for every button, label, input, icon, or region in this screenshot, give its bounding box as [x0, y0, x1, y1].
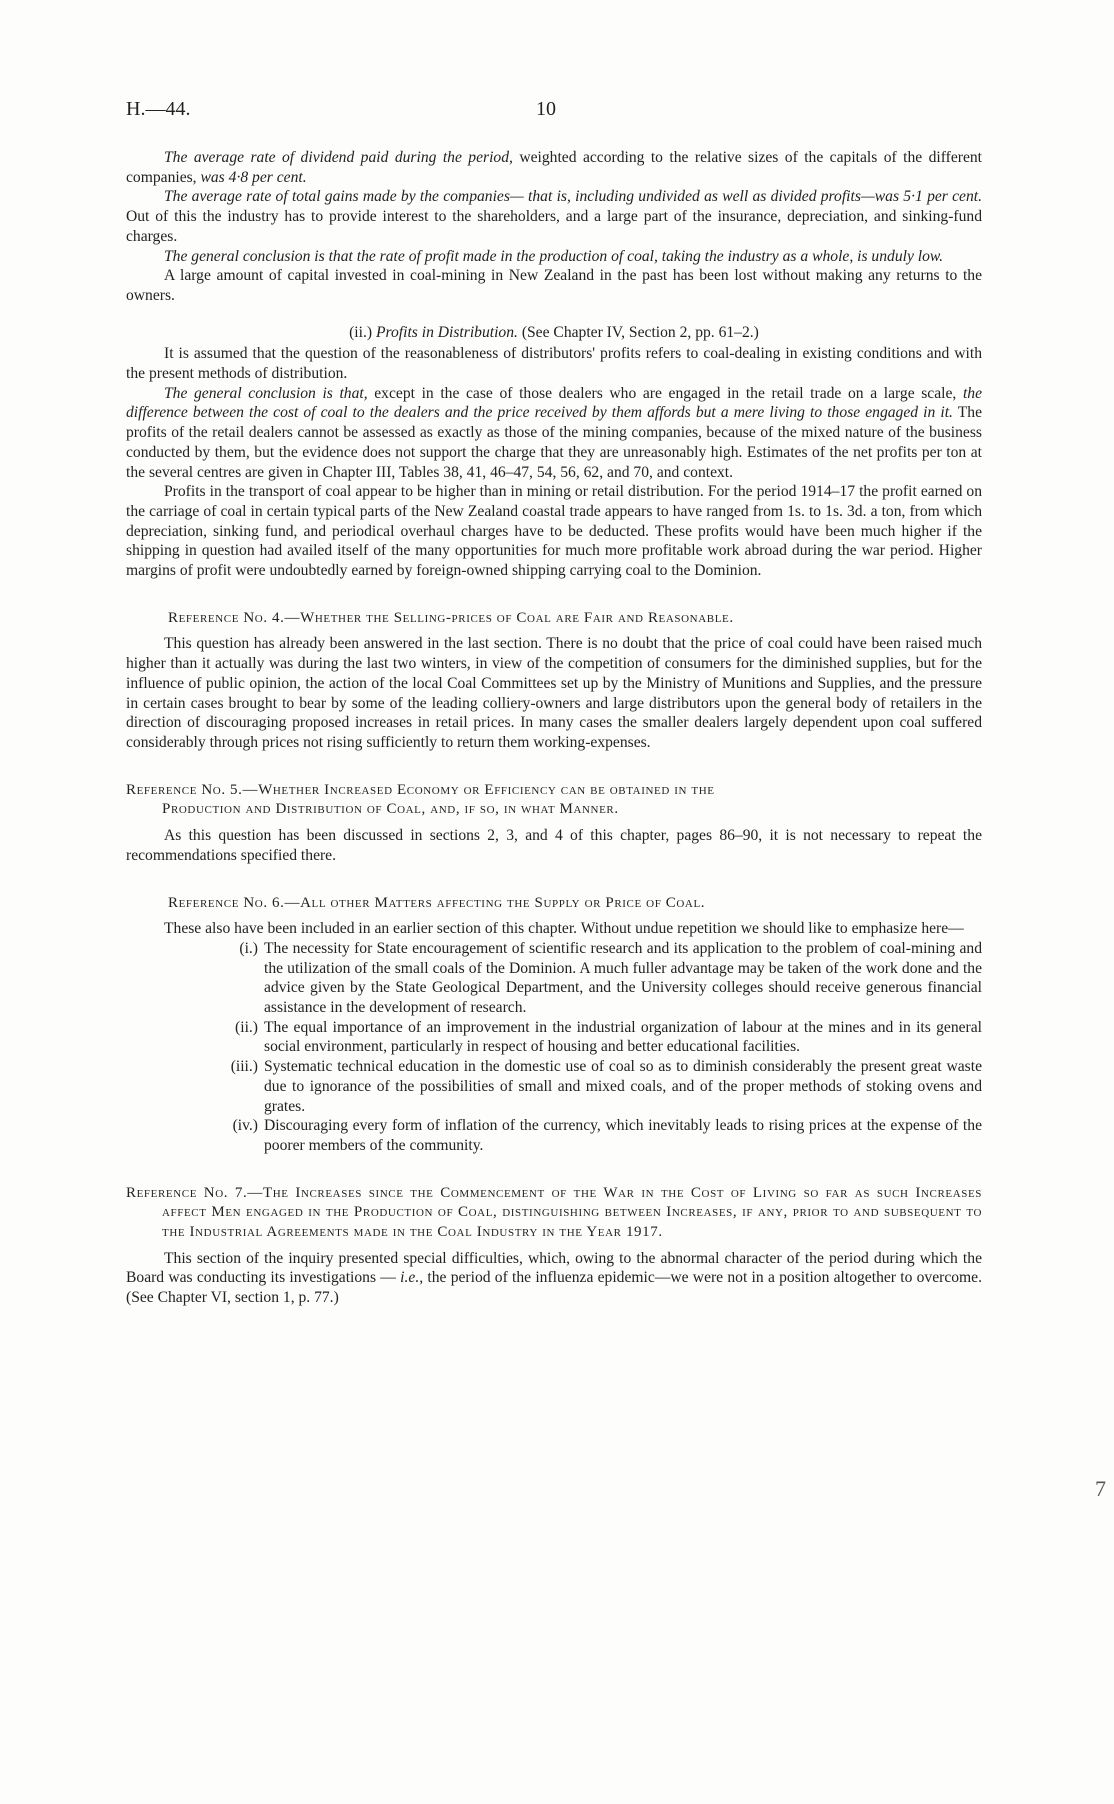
margin-mark: 7	[1095, 1476, 1106, 1501]
list-item	[126, 1018, 982, 1057]
emphasis: i.e.,	[400, 1269, 424, 1287]
item-text: Systematic technical education in the domestic use of coal so as to diminish considerably the present great waste due to ignorance of the possibilities of small and mixed coals, and of the proper methods of stoking ovens and grates.	[264, 1058, 982, 1115]
paragraph	[126, 1249, 982, 1308]
page-header	[126, 98, 986, 128]
list-item	[126, 1057, 982, 1116]
emphasis: The average rate of total gains made by the companies— that is, including undivided as well as divided profits—was 5·1 per cent.	[164, 188, 982, 206]
page-number: 10	[536, 98, 556, 120]
reference-heading: Reference No. 4.—Whether the Selling-prices of Coal are Fair and Reasonable.	[168, 609, 734, 626]
subheading-title: Profits in Distribution.	[375, 323, 518, 341]
page-body	[126, 148, 982, 1308]
text-run: The profits of the retail dealers cannot be assessed as exactly as those of the mining companies, because of the mixed nature of the business conducted by them, but the evidence does not support the charge that they are unreasonably high. Estimates of the net profits per ton at the several centres are given in Chapter III, Tables 38, 41, 46–47, 54, 56, 62, and 70, and context.	[126, 404, 982, 481]
paragraph	[126, 384, 982, 483]
subheading-number: (ii.)	[349, 323, 376, 341]
paragraph: These also have been included in an earlier section of this chapter. Without undue repetition we should like to emphasize here—	[164, 920, 964, 938]
item-number: (ii.)	[235, 1018, 258, 1036]
paragraph: Profits in the transport of coal appear to be higher than in mining or retail distribution. For the period 1914–17 the profit earned on the carriage of coal in certain typical parts of the New Zealand coastal trade appears to have ranged from 1s. to 1s. 3d. a ton, from which depreciation, sinking fund, and periodical overhaul charges have to be deducted. These profits would have been much higher if the shipping in question had availed itself of the many opportunities for much more profitable work abroad during the war period. Higher margins of profit were undoubtedly earned by foreign-owned shipping carrying coal to the Dominion.	[126, 483, 982, 580]
subheading-reference: (See Chapter IV, Section 2, pp. 61–2.)	[517, 323, 759, 341]
text-run: weighted according to the relative sizes of the capitals of the different companies,	[126, 149, 983, 186]
text-run: the period of the influenza epidemic—we were not in a position altogether to overcome. (See Chapter VI, section 1, p. 77.)	[126, 1269, 982, 1307]
emphasis: The general conclusion is that,	[164, 384, 368, 402]
paragraph	[126, 247, 982, 267]
item-text: The equal importance of an improvement in the industrial organization of labour at the mines and in its general social environment, particularly in respect of housing and better educational facilities.	[264, 1018, 982, 1056]
paragraph: A large amount of capital invested in coal-mining in New Zealand in the past has been lost without making any returns to the owners.	[126, 267, 982, 304]
emphasis: The general conclusion is that the rate of profit made in the production of coal, taking the industry as a whole, is unduly low.	[164, 247, 944, 265]
item-number: (iv.)	[232, 1117, 258, 1135]
text-run: except in the case of those dealers who are engaged in the retail trade on a large scale,	[367, 384, 963, 402]
emphasis: was 4·8 per cent.	[200, 168, 307, 186]
reference-heading: Reference No. 7.—The Increases since the Commencement of the War in the Cost of Living so far as such Increases affect Men engaged in the Production of Coal, distinguishing between Increases, if any, prior to and subsequent to the Industrial Agreements made in the Coal Industry in the Year 1917.	[126, 1184, 982, 1241]
list-item	[126, 939, 982, 1018]
paragraph: As this question has been discussed in sections 2, 3, and 4 of this chapter, pages 86–90, it is not necessary to repeat the recommendations specified there.	[126, 827, 982, 864]
paragraph	[126, 187, 982, 246]
paragraph: This question has already been answered in the last section. There is no doubt that the price of coal could have been raised much higher than it actually was during the last two winters, in view of the competition of consumers for the diminished supplies, but for the influence of public opinion, the action of the local Coal Committees set up by the Ministry of Munitions and Supplies, and the pressure in certain cases brought to bear by some of the leading colliery-owners and large distributors upon the general body of retailers in the direction of discouraging proposed increases in retail prices. In many cases the smaller dealers largely dependent upon coal suffered considerably through prices not rising sufficiently to return them working-expenses.	[126, 635, 982, 751]
paragraph	[126, 148, 982, 187]
heading-line: Reference No. 5.—Whether Increased Economy or Efficiency can be obtained in the	[126, 781, 715, 798]
heading-line: Production and Distribution of Coal, and, if so, in what Manner.	[162, 801, 619, 818]
document-code: H.—44.	[126, 98, 191, 120]
item-text: The necessity for State encouragement of scientific research and its application to the problem of coal-mining and the utilization of the small coals of the Dominion. A much fuller advantage may be taken of the work done and the advice given by the State Geological Department, and the University colleges should receive generous financial assistance in the development of research.	[264, 939, 982, 1017]
paragraph: It is assumed that the question of the reasonableness of distributors' profits refers to coal-dealing in existing conditions and with the present methods of distribution.	[126, 345, 982, 383]
section-subheading	[126, 323, 982, 343]
emphasis: The average rate of dividend paid during the period,	[164, 149, 513, 166]
list-item	[126, 1116, 982, 1155]
item-text: Discouraging every form of inflation of the currency, which inevitably leads to rising prices at the expense of the poorer members of the community.	[264, 1117, 982, 1154]
recommendation-list	[126, 939, 982, 1156]
reference-heading: Reference No. 6.—All other Matters affecting the Supply or Price of Coal.	[168, 894, 706, 911]
reference-heading	[126, 781, 982, 820]
emphasis: the difference between the cost of coal to the dealers and the price received by them affords but a mere living to those engaged in it.	[126, 384, 982, 422]
item-number: (i.)	[239, 939, 258, 957]
text-run: Out of this the industry has to provide interest to the shareholders, and a large part of the insurance, depreciation, and sinking-fund charges.	[126, 208, 982, 245]
text-run: This section of the inquiry presented special difficulties, which, owing to the abnormal character of the period during which the Board was conducting its investigations —	[126, 1249, 982, 1287]
item-number: (iii.)	[230, 1058, 258, 1076]
